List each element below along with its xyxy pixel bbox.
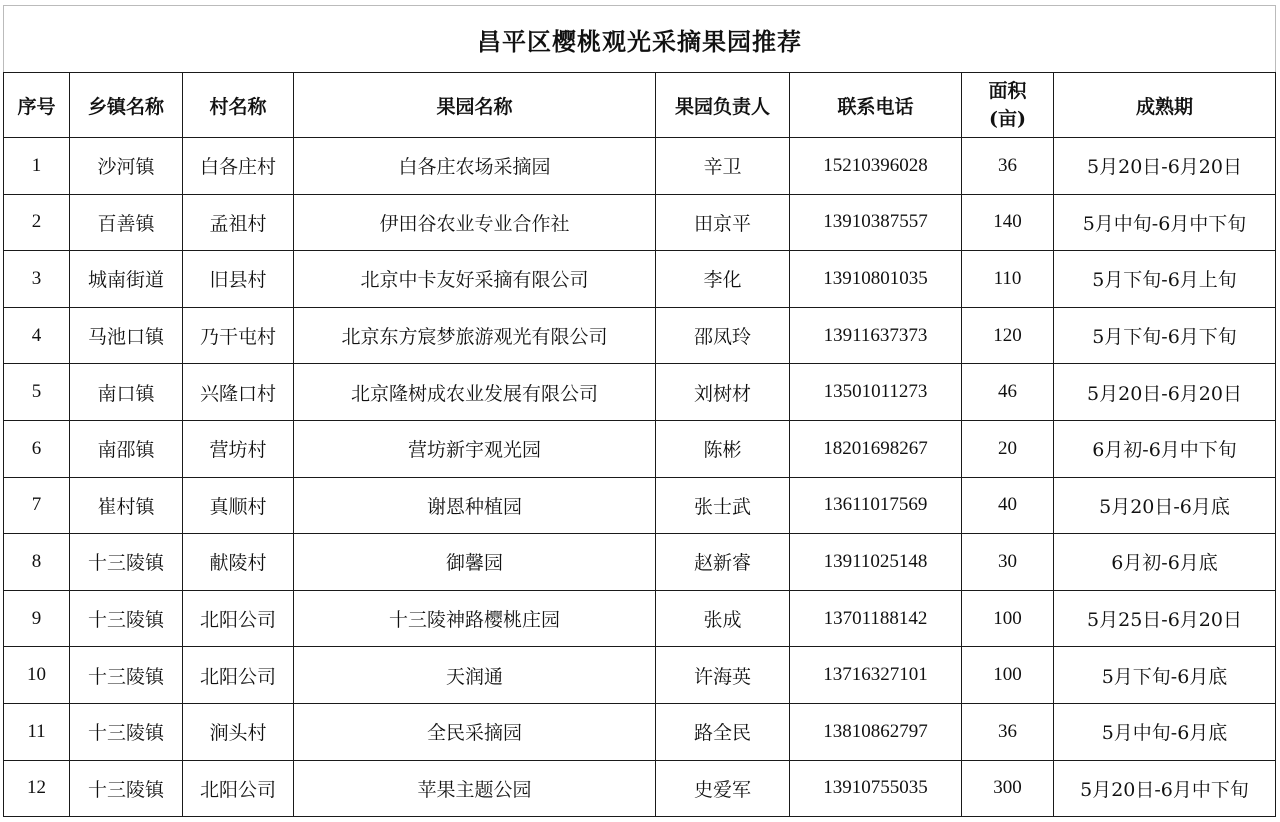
cell-owner: 张士武 xyxy=(656,477,790,534)
table-row xyxy=(4,307,1276,364)
cell-village: 白各庄村 xyxy=(183,138,294,195)
cell-area: 100 xyxy=(962,647,1054,704)
cell-index: 11 xyxy=(4,703,70,760)
cell-index: 10 xyxy=(4,647,70,704)
cell-orchard: 全民采摘园 xyxy=(294,703,656,760)
cell-town: 南邵镇 xyxy=(70,420,183,477)
cell-area: 36 xyxy=(962,138,1054,195)
header-owner: 果园负责人 xyxy=(656,73,790,138)
cell-village: 兴隆口村 xyxy=(183,364,294,421)
cell-index: 1 xyxy=(4,138,70,195)
cell-phone: 13501011273 xyxy=(790,364,962,421)
cell-town: 十三陵镇 xyxy=(70,590,183,647)
cell-season: 5月25日-6月20日 xyxy=(1054,590,1276,647)
cell-phone: 15210396028 xyxy=(790,138,962,195)
cell-owner: 邵凤玲 xyxy=(656,307,790,364)
cell-orchard: 谢恩种植园 xyxy=(294,477,656,534)
cell-season: 5月下旬-6月底 xyxy=(1054,647,1276,704)
cell-area: 46 xyxy=(962,364,1054,421)
cell-owner: 张成 xyxy=(656,590,790,647)
cell-season: 5月下旬-6月下旬 xyxy=(1054,307,1276,364)
cell-orchard: 御馨园 xyxy=(294,534,656,591)
cell-area: 120 xyxy=(962,307,1054,364)
cell-area: 140 xyxy=(962,194,1054,251)
header-season: 成熟期 xyxy=(1054,73,1276,138)
table-row xyxy=(4,760,1276,817)
cell-orchard: 北京东方宸梦旅游观光有限公司 xyxy=(294,307,656,364)
table-row xyxy=(4,647,1276,704)
header-area-line1: 面积 xyxy=(988,80,1027,102)
cell-orchard: 营坊新宇观光园 xyxy=(294,420,656,477)
cell-phone: 13611017569 xyxy=(790,477,962,534)
orchard-table xyxy=(3,5,1276,817)
cell-index: 5 xyxy=(4,364,70,421)
cell-area: 36 xyxy=(962,703,1054,760)
cell-index: 8 xyxy=(4,534,70,591)
cell-index: 6 xyxy=(4,420,70,477)
cell-season: 5月中旬-6月底 xyxy=(1054,703,1276,760)
cell-village: 乃干屯村 xyxy=(183,307,294,364)
cell-index: 7 xyxy=(4,477,70,534)
cell-phone: 13911025148 xyxy=(790,534,962,591)
cell-phone: 13910755035 xyxy=(790,760,962,817)
cell-town: 十三陵镇 xyxy=(70,647,183,704)
header-area xyxy=(962,73,1054,138)
cell-town: 十三陵镇 xyxy=(70,534,183,591)
cell-owner: 田京平 xyxy=(656,194,790,251)
cell-owner: 陈彬 xyxy=(656,420,790,477)
cell-orchard: 北京隆树成农业发展有限公司 xyxy=(294,364,656,421)
document-sheet xyxy=(3,5,1275,817)
cell-town: 沙河镇 xyxy=(70,138,183,195)
cell-phone: 13911637373 xyxy=(790,307,962,364)
cell-owner: 路全民 xyxy=(656,703,790,760)
cell-village: 北阳公司 xyxy=(183,760,294,817)
cell-area: 20 xyxy=(962,420,1054,477)
table-row xyxy=(4,534,1276,591)
cell-index: 2 xyxy=(4,194,70,251)
cell-town: 十三陵镇 xyxy=(70,760,183,817)
table-row xyxy=(4,420,1276,477)
cell-area: 40 xyxy=(962,477,1054,534)
cell-village: 北阳公司 xyxy=(183,590,294,647)
cell-index: 12 xyxy=(4,760,70,817)
cell-village: 真顺村 xyxy=(183,477,294,534)
cell-owner: 史爱军 xyxy=(656,760,790,817)
table-title: 昌平区樱桃观光采摘果园推荐 xyxy=(4,6,1276,73)
header-area-line2: (亩) xyxy=(989,108,1026,130)
cell-orchard: 十三陵神路樱桃庄园 xyxy=(294,590,656,647)
cell-season: 5月20日-6月20日 xyxy=(1054,364,1276,421)
cell-village: 献陵村 xyxy=(183,534,294,591)
cell-season: 5月20日-6月底 xyxy=(1054,477,1276,534)
cell-index: 9 xyxy=(4,590,70,647)
cell-orchard: 北京中卡友好采摘有限公司 xyxy=(294,251,656,308)
cell-phone: 13716327101 xyxy=(790,647,962,704)
cell-village: 营坊村 xyxy=(183,420,294,477)
cell-town: 崔村镇 xyxy=(70,477,183,534)
cell-season: 5月20日-6月中下旬 xyxy=(1054,760,1276,817)
cell-season: 5月中旬-6月中下旬 xyxy=(1054,194,1276,251)
header-village: 村名称 xyxy=(183,73,294,138)
table-body xyxy=(4,138,1276,817)
cell-area: 110 xyxy=(962,251,1054,308)
cell-town: 城南街道 xyxy=(70,251,183,308)
cell-town: 百善镇 xyxy=(70,194,183,251)
cell-phone: 13910801035 xyxy=(790,251,962,308)
cell-town: 南口镇 xyxy=(70,364,183,421)
header-row xyxy=(4,73,1276,138)
cell-phone: 13701188142 xyxy=(790,590,962,647)
cell-owner: 赵新睿 xyxy=(656,534,790,591)
cell-owner: 辛卫 xyxy=(656,138,790,195)
cell-season: 6月初-6月中下旬 xyxy=(1054,420,1276,477)
cell-area: 300 xyxy=(962,760,1054,817)
cell-village: 涧头村 xyxy=(183,703,294,760)
cell-town: 十三陵镇 xyxy=(70,703,183,760)
cell-phone: 13810862797 xyxy=(790,703,962,760)
cell-owner: 刘树材 xyxy=(656,364,790,421)
cell-orchard: 苹果主题公园 xyxy=(294,760,656,817)
cell-index: 3 xyxy=(4,251,70,308)
header-town: 乡镇名称 xyxy=(70,73,183,138)
cell-owner: 李化 xyxy=(656,251,790,308)
table-row xyxy=(4,477,1276,534)
cell-season: 6月初-6月底 xyxy=(1054,534,1276,591)
cell-index: 4 xyxy=(4,307,70,364)
cell-orchard: 伊田谷农业专业合作社 xyxy=(294,194,656,251)
cell-season: 5月20日-6月20日 xyxy=(1054,138,1276,195)
cell-village: 旧县村 xyxy=(183,251,294,308)
table-row xyxy=(4,703,1276,760)
cell-season: 5月下旬-6月上旬 xyxy=(1054,251,1276,308)
cell-phone: 18201698267 xyxy=(790,420,962,477)
cell-area: 30 xyxy=(962,534,1054,591)
cell-orchard: 白各庄农场采摘园 xyxy=(294,138,656,195)
cell-village: 孟祖村 xyxy=(183,194,294,251)
table-row xyxy=(4,251,1276,308)
cell-town: 马池口镇 xyxy=(70,307,183,364)
table-row xyxy=(4,364,1276,421)
cell-orchard: 天润通 xyxy=(294,647,656,704)
header-orchard: 果园名称 xyxy=(294,73,656,138)
table-row xyxy=(4,590,1276,647)
header-phone: 联系电话 xyxy=(790,73,962,138)
cell-area: 100 xyxy=(962,590,1054,647)
cell-owner: 许海英 xyxy=(656,647,790,704)
table-row xyxy=(4,194,1276,251)
table-row xyxy=(4,138,1276,195)
cell-phone: 13910387557 xyxy=(790,194,962,251)
cell-village: 北阳公司 xyxy=(183,647,294,704)
header-index: 序号 xyxy=(4,73,70,138)
title-row xyxy=(4,6,1276,73)
